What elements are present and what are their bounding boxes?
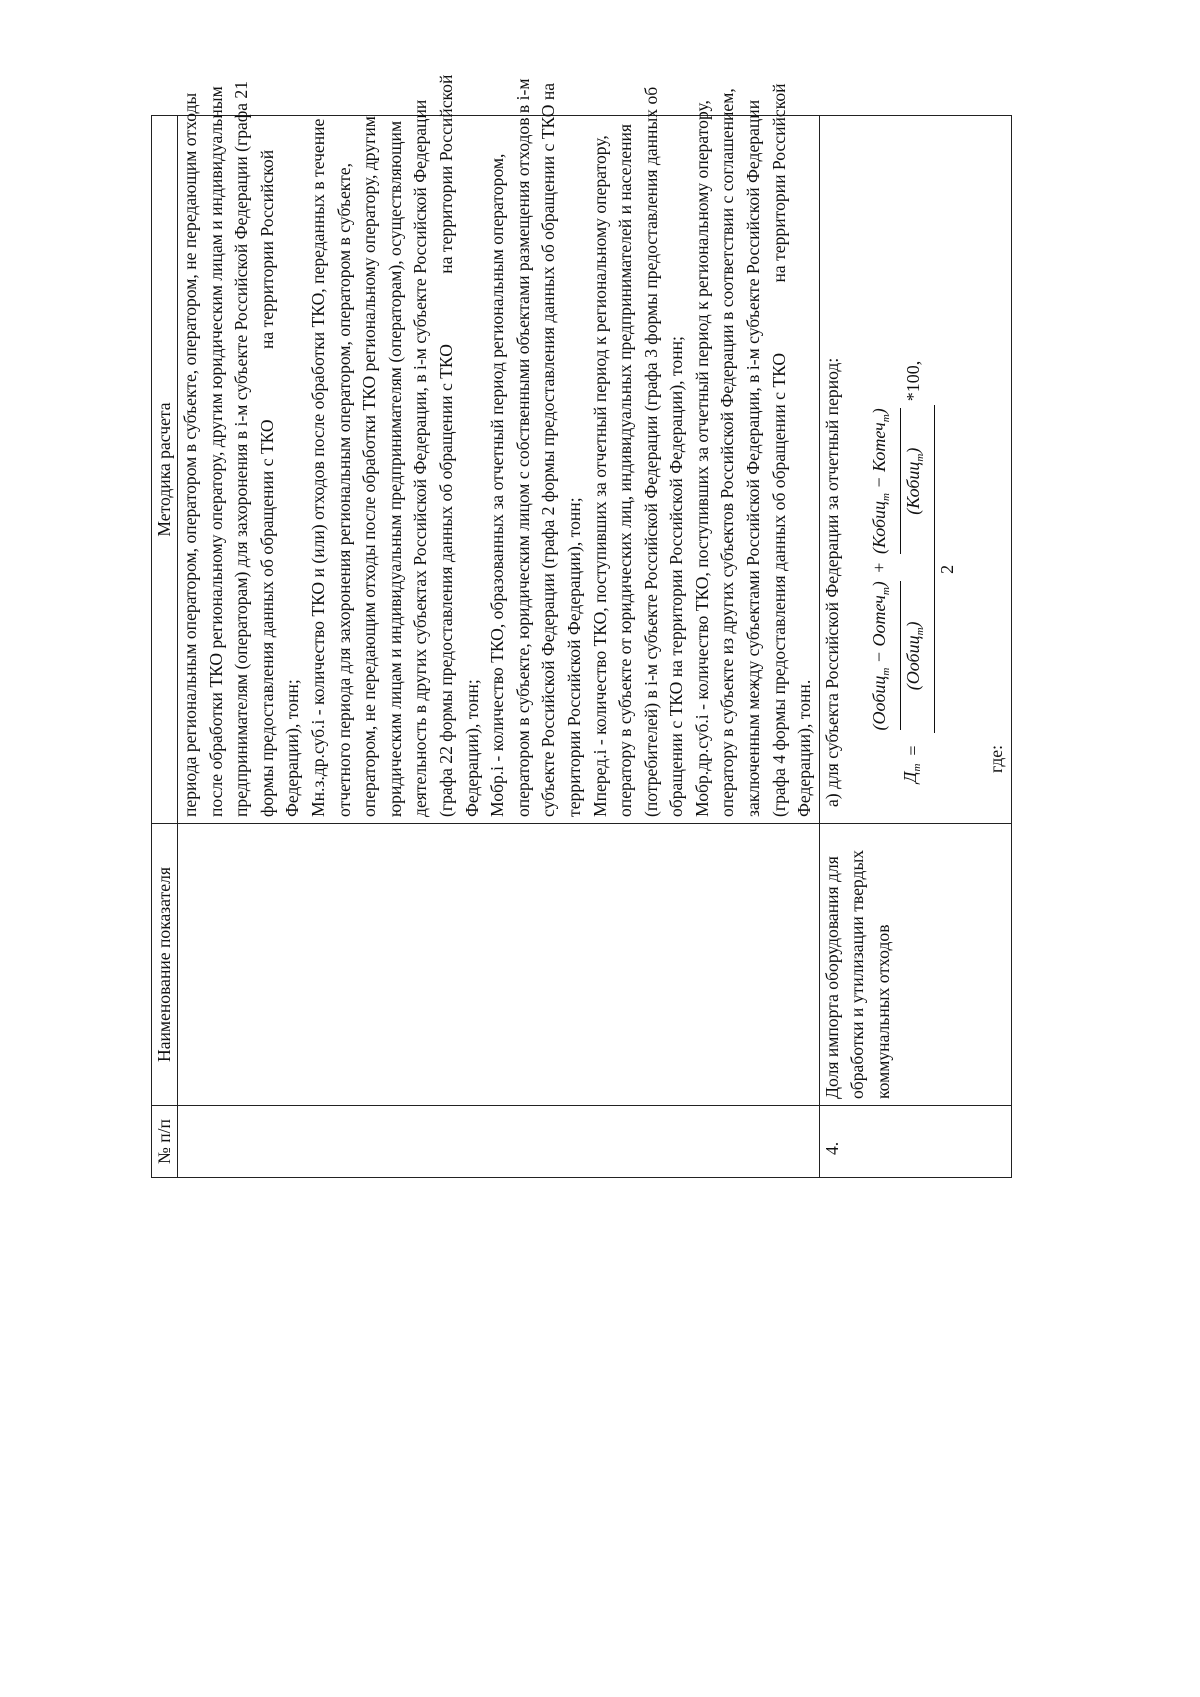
methodology-line: предпринимателям (операторам) для захоронения в i-м субъекте Российской Федерации (графа 21 xyxy=(231,80,252,817)
where-label: где: xyxy=(986,745,1007,773)
methodology-line: формы предоставления данных об обращении с ТКО на территории Российской xyxy=(256,149,277,817)
methodology-line: заключенным между субъектами Российской Федерации, в i-м субъекте Российской Федерации xyxy=(743,99,764,817)
indicator-name: Доля импорта оборудования для обработки и утилизации твердых коммунальных отходов xyxy=(819,824,1011,1106)
methodology-line: Федерации), тонн. xyxy=(794,679,815,817)
methodology-line: юридическим лицам и индивидуальным предпринимателям (операторам), осуществляющим xyxy=(384,120,405,817)
methodology-line: (графа 4 формы предоставления данных об обращении с ТКО на территории Российской xyxy=(768,83,789,817)
methodology-line: Мперед.i - количество ТКО, поступивших за отчетный период к региональному оператору, xyxy=(589,135,610,817)
row-number: 4. xyxy=(819,1106,1011,1178)
methodology-line: Федерации), тонн; xyxy=(282,679,303,817)
methodology-line: территории Российской Федерации), тонн; xyxy=(563,497,584,817)
methodology-line: оператору в субъекте из других субъектов Российской Федерации в соответствии с соглашением, xyxy=(717,88,738,817)
rotated-page xyxy=(151,74,1065,1178)
formula-main-fraction xyxy=(867,405,960,733)
methodology-line: субъекте Российской Федерации (графа 2 формы предоставления данных об обращении с ТКО на xyxy=(538,82,559,817)
methodology-line: после обработки ТКО региональному оператору, другим юридическим лицам и индивидуальным xyxy=(205,86,226,817)
header-indicator-name: Наименование показателя xyxy=(152,824,178,1106)
formula-lhs: $Д_т$ xyxy=(899,763,923,783)
methodology-line: Мн.з.др.суб.i - количество ТКО и (или) отходов после обработки ТКО, переданных в течение xyxy=(307,118,328,817)
methodology-text xyxy=(178,74,818,817)
formula-plus: + xyxy=(869,562,890,573)
methodology-table xyxy=(151,74,1012,1178)
formula-numerator xyxy=(867,405,933,733)
import-share-formula xyxy=(867,120,960,783)
methodology-line: обращении с ТКО на территории Российской Федерации), тонн; xyxy=(666,336,687,817)
table-header-row xyxy=(152,116,178,1178)
header-methodology: Методика расчета xyxy=(152,116,178,824)
method-intro: а) для субъекта Российской Федерации за отчетный период: xyxy=(821,357,842,807)
methodology-line: периода региональным оператором, оператором в субъекте, оператором, не передающим отходы xyxy=(180,92,200,817)
methodology-line: оператором, не передающим отходы после обработки ТКО региональному оператору, другим xyxy=(359,116,380,817)
header-number: № п/п xyxy=(152,1106,178,1178)
methodology-line: деятельность в других субъектах Российской Федерации, в i-м субъекте Российской Федерации xyxy=(410,99,431,817)
methodology-line: Мобр.др.суб.i - количество ТКО, поступивших за отчетный период к региональному оператору, xyxy=(691,100,712,817)
methodology-cell xyxy=(819,116,1011,824)
formula-equals: = xyxy=(903,745,924,756)
methodology-line: (графа 22 формы предоставления данных об обращении с ТКО на территории Российской xyxy=(435,74,456,817)
methodology-line: Федерации), тонн; xyxy=(461,679,482,817)
formula-term1: (Oобиц$_т$ − Oотеч$_т$) (Oобиц$_т$) xyxy=(869,581,927,731)
methodology-line: отчетного периода для захоронения региональным оператором, оператором в субъекте, xyxy=(333,162,354,817)
formula-term2: (Кобиц$_т$ − Котеч$_т$) (Кобиц$_т$) xyxy=(869,408,927,555)
methodology-continued xyxy=(178,74,820,824)
formula-tail: *100, xyxy=(903,360,924,402)
methodology-line: оператором в субъекте, юридическим лицом с собственными объектами размещения отходов в i-м xyxy=(512,78,533,817)
methodology-line: Мобр.i - количество ТКО, образованных за отчетный период региональным оператором, xyxy=(487,153,508,817)
row-number-empty xyxy=(178,1106,820,1178)
formula-divisor: 2 xyxy=(936,564,957,574)
row-name-empty xyxy=(178,824,820,1106)
table-row xyxy=(178,116,820,1178)
methodology-line: оператору в субъекте от юридических лиц, индивидуальных предпринимателей и населения xyxy=(615,124,636,817)
methodology-line: (потребителей) в i-м субъекте Российской Федерации (графа 3 формы предоставления данных об xyxy=(640,86,661,817)
table-row xyxy=(819,116,1011,1178)
